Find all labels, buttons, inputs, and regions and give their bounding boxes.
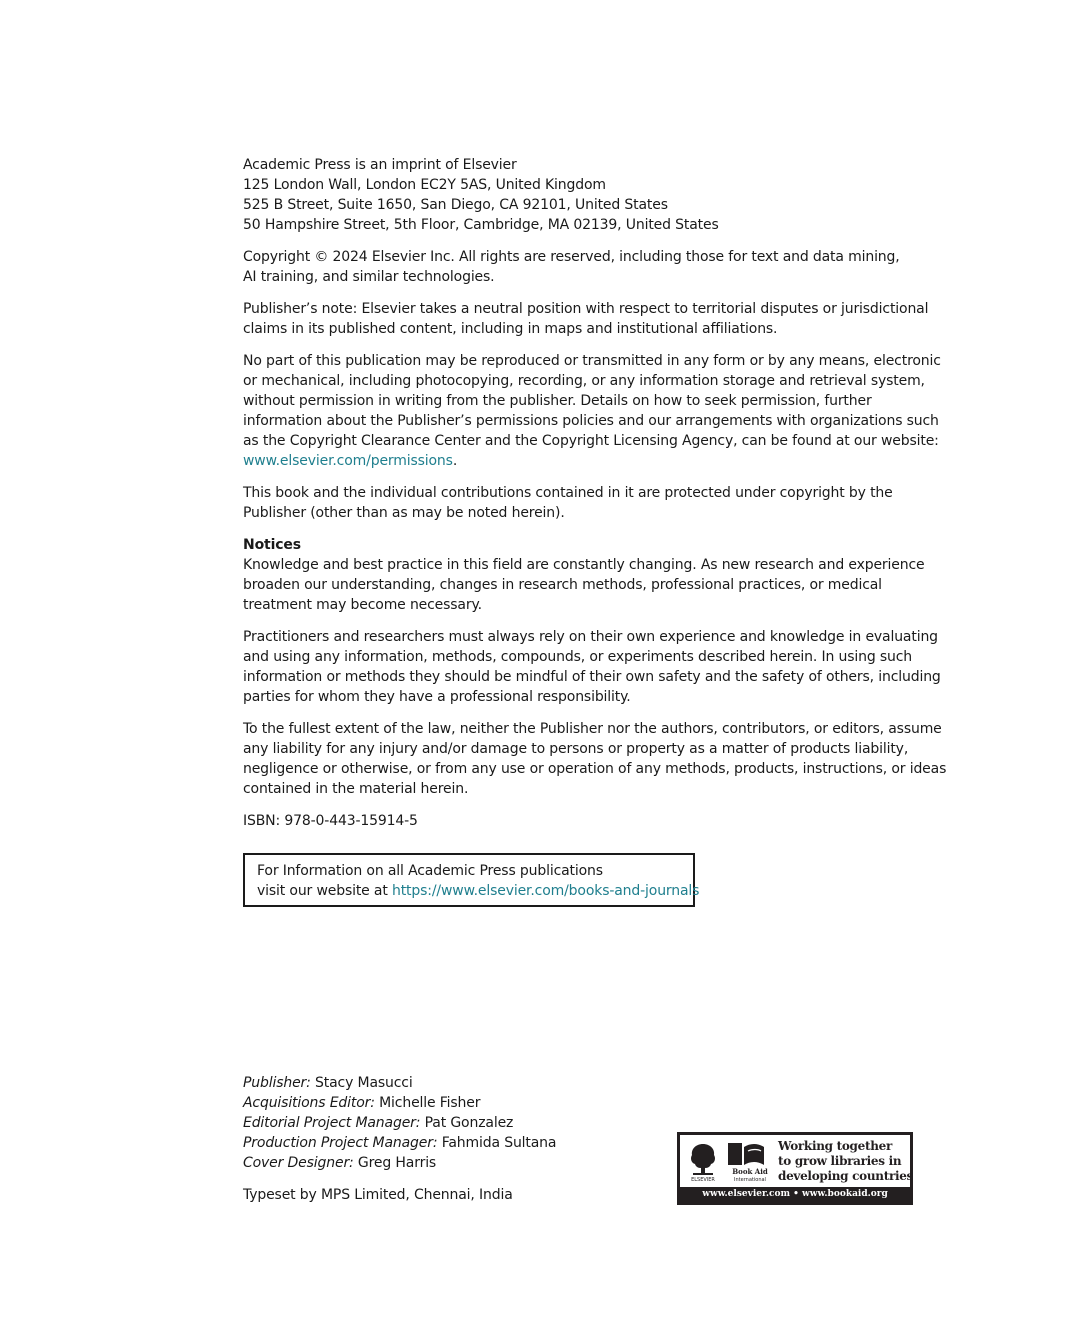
isbn: ISBN: 978-0-443-15914-5 <box>243 813 418 829</box>
imprint-line: 525 B Street, Suite 1650, San Diego, CA 92101, United States <box>243 197 668 213</box>
bai-mark-text-2: International <box>734 1177 766 1183</box>
credit-name: Stacy Masucci <box>310 1075 413 1091</box>
imprint-line: 50 Hampshire Street, 5th Floor, Cambridge, MA 02139, United States <box>243 217 719 233</box>
credit-name: Michelle Fisher <box>374 1095 481 1111</box>
permissions-link[interactable]: www.elsevier.com/permissions <box>243 453 453 469</box>
logo-url-line: www.elsevier.com • www.bookaid.org <box>702 1189 888 1199</box>
credit-publisher <box>243 1073 556 1093</box>
logo-tagline-line: to grow libraries in <box>778 1154 902 1168</box>
credit-editorial-pm <box>243 1113 556 1133</box>
credit-role: Production Project Manager: <box>243 1135 438 1151</box>
permissions-line: or mechanical, including photocopying, recording, or any information storage and retrieval system, <box>243 373 925 389</box>
notices-line: any liability for any injury and/or damage to persons or property as a matter of products liability, <box>243 741 909 757</box>
notices-line: treatment may become necessary. <box>243 597 482 613</box>
permissions-line: No part of this publication may be reproduced or transmitted in any form or by any means, electronic <box>243 353 941 369</box>
info-box-link-line <box>257 881 700 901</box>
notices-para-3 <box>243 719 947 799</box>
logo-tagline-line: developing countries <box>778 1169 914 1183</box>
notices-line: contained in the material herein. <box>243 781 469 797</box>
logo-tagline <box>778 1139 914 1184</box>
logo-tagline-line: Working together <box>778 1139 892 1153</box>
notices-line: negligence or otherwise, or from any use or operation of any methods, products, instructions, or ideas <box>243 761 947 777</box>
credit-cover-designer <box>243 1153 556 1173</box>
typeset-line: Typeset by MPS Limited, Chennai, India <box>243 1187 513 1203</box>
imprint-line: Academic Press is an imprint of Elsevier <box>243 157 517 173</box>
info-box <box>243 853 700 907</box>
bai-mark-text-1: Book Aid <box>732 1167 768 1176</box>
credit-acquisitions-editor <box>243 1093 556 1113</box>
protection-line: This book and the individual contributions contained in it are protected under copyright by the <box>243 485 893 501</box>
elsevier-tree-icon <box>687 1141 719 1183</box>
books-journals-link[interactable]: https://www.elsevier.com/books-and-journals <box>392 883 700 899</box>
notices-line: information or methods they should be mindful of their own safety and the safety of others, including <box>243 669 941 685</box>
credit-production-pm <box>243 1133 556 1153</box>
credits-block <box>243 1073 556 1205</box>
info-box-prefix: visit our website at <box>257 883 392 899</box>
notices-para-1 <box>243 535 923 615</box>
elsevier-mark-text: ELSEVIER <box>691 1177 715 1183</box>
notices-line: Practitioners and researchers must always rely on their own experience and knowledge in evaluating <box>243 629 938 645</box>
credit-role: Acquisitions Editor: <box>243 1095 375 1111</box>
notices-line: To the fullest extent of the law, neither the Publisher nor the authors, contributors, or editors, assume <box>243 721 942 737</box>
notices-line: and using any information, methods, compounds, or experiments described herein. In using such <box>243 649 913 665</box>
imprint-line: 125 London Wall, London EC2Y 5AS, United Kingdom <box>243 177 606 193</box>
publishers-note-line: Publisher’s note: Elsevier takes a neutral position with respect to territorial disputes or jurisdictional <box>243 301 929 317</box>
credit-name: Greg Harris <box>353 1155 437 1171</box>
main-content <box>243 155 947 907</box>
logo-inner <box>680 1135 914 1187</box>
credit-name: Fahmida Sultana <box>437 1135 557 1151</box>
credit-name: Pat Gonzalez <box>420 1115 514 1131</box>
permissions-line: as the Copyright Clearance Center and the Copyright Licensing Agency, can be found at our website: <box>243 433 939 449</box>
permissions-line: without permission in writing from the publisher. Details on how to seek permission, further <box>243 393 872 409</box>
credit-role: Publisher: <box>243 1075 311 1091</box>
publishers-note-line: claims in its published content, including in maps and institutional affiliations. <box>243 321 778 337</box>
notices-line: broaden our understanding, changes in research methods, professional practices, or medical <box>243 577 882 593</box>
notices-line: Knowledge and best practice in this field are constantly changing. As new research and experience <box>243 557 925 573</box>
info-box-line: For Information on all Academic Press publications <box>257 863 603 879</box>
copyright-statement <box>243 247 923 287</box>
protection-statement <box>243 483 923 523</box>
book-aid-logo <box>677 1132 913 1205</box>
notices-para-2 <box>243 627 941 707</box>
imprint-block <box>243 155 923 235</box>
publishers-note <box>243 299 929 339</box>
copyright-line: AI training, and similar technologies. <box>243 269 495 285</box>
credit-role: Editorial Project Manager: <box>243 1115 421 1131</box>
copyright-line: Copyright © 2024 Elsevier Inc. All rights are reserved, including those for text and data mining, <box>243 249 900 265</box>
credit-role: Cover Designer: <box>243 1155 354 1171</box>
permissions-link-suffix: . <box>452 453 458 469</box>
permissions-link-line <box>243 451 923 471</box>
notices-heading: Notices <box>243 537 301 553</box>
book-aid-icon <box>728 1141 772 1183</box>
permissions-line: information about the Publisher’s permissions policies and our arrangements with organizations such <box>243 413 939 429</box>
notices-line: parties for whom they have a professional responsibility. <box>243 689 631 705</box>
protection-line: Publisher (other than as may be noted herein). <box>243 505 565 521</box>
permissions-statement <box>243 351 941 471</box>
